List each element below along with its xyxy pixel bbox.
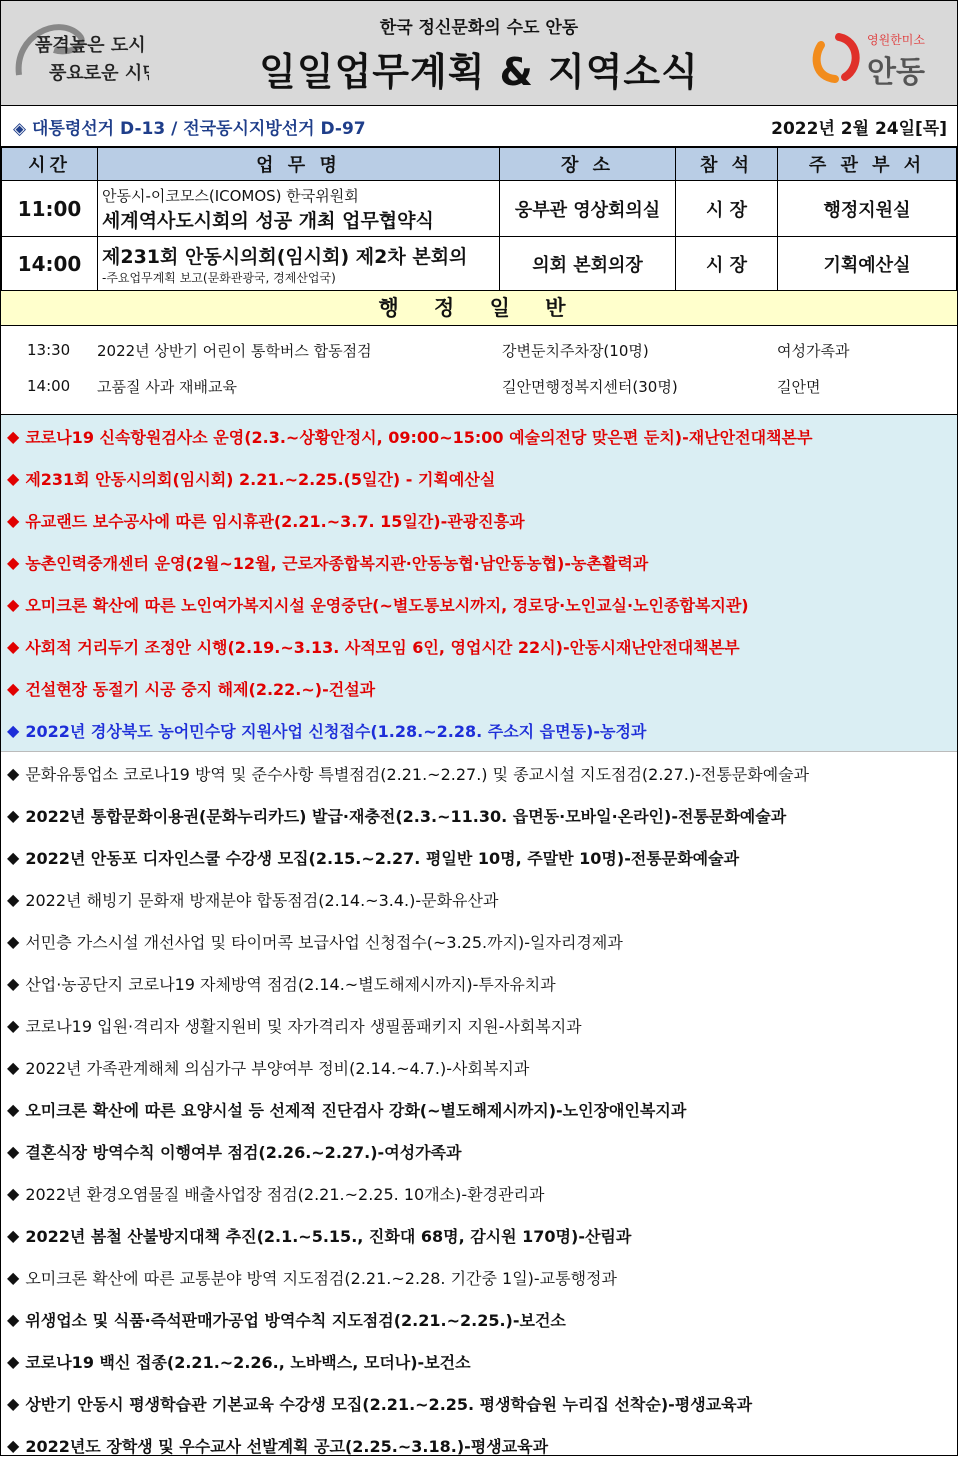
diamond-bullet-icon: ◆ — [7, 1309, 20, 1329]
task-line1: 안동시-이코모스(ICOMOS) 한국위원회 — [102, 186, 359, 205]
notice-item — [1, 1382, 957, 1424]
admin-time: 14:00 — [27, 377, 71, 395]
dday-bar — [1, 106, 957, 147]
diamond-bullet-icon: ◆ — [7, 973, 20, 993]
notice-text: 2022년 봄철 산불방지대책 추진(2.1.~5.15., 진화대 68명, 감시원 170명)-산림과 — [25, 1226, 632, 1246]
row-attendee: 시 장 — [676, 181, 778, 237]
row-time: 11:00 — [2, 181, 98, 237]
notice-item — [1, 709, 957, 752]
diamond-bullet-icon: ◆ — [7, 1435, 20, 1455]
col-dept: 주 관 부 서 — [778, 148, 957, 181]
diamond-bullet-icon: ◆ — [7, 847, 20, 867]
task-line2: 세계역사도시회의 성공 개최 업무협약식 — [102, 209, 434, 232]
notice-text: 코로나19 입원·격리자 생활지원비 및 자가격리자 생필품패키지 지원-사회복지과 — [25, 1016, 582, 1036]
notice-item — [1, 1340, 957, 1382]
notice-item — [1, 794, 957, 836]
admin-place: 길안면행정복지센터(30명) — [502, 377, 678, 396]
notice-item — [1, 1214, 957, 1256]
diamond-bullet-icon: ◆ — [7, 1267, 20, 1287]
notice-text: 오미크론 확산에 따른 노인여가복지시설 운영중단(~별도통보시까지, 경로당·노인교실·노인종합복지관) — [25, 595, 749, 615]
notice-text: 2022년 가족관계해체 의심가구 부양여부 정비(2.14.~4.7.)-사회복지과 — [25, 1058, 530, 1078]
notice-text: 농촌인력중개센터 운영(2월~12월, 근로자종합복지관·안동농협·남안동농협)-농촌활력과 — [25, 553, 649, 573]
row-place: 의회 본회의장 — [500, 237, 676, 291]
notice-text: 산업·농공단지 코로나19 자체방역 점검(2.14.~별도해제시까지)-투자유치과 — [25, 974, 556, 994]
notice-item — [1, 541, 957, 583]
notice-text: 건설현장 동절기 시공 중지 해제(2.22.~)-건설과 — [25, 679, 376, 699]
table-row — [2, 237, 957, 291]
page-title: 일일업무계획 & 지역소식 — [259, 50, 699, 94]
logo-tagline: 영원한미소 — [867, 33, 925, 47]
diamond-bullet-icon: ◆ — [7, 1225, 20, 1245]
row-dept: 기획예산실 — [778, 237, 957, 291]
slogan-line2: 풍요로운 시민 — [49, 63, 149, 84]
notice-text: 2022년 경상북도 농어민수당 지원사업 신청접수(1.28.~2.28. 주소지 읍면동)-농정과 — [25, 721, 647, 741]
table-row — [2, 181, 957, 237]
notice-text: 오미크론 확산에 따른 교통분야 방역 지도점검(2.21.~2.28. 기간중 1일)-교통행정과 — [25, 1268, 617, 1288]
schedule-header-row — [2, 148, 957, 181]
diamond-bullet-icon: ◆ — [7, 805, 20, 825]
admin-row — [1, 368, 957, 404]
notice-item — [1, 752, 957, 794]
notice-text: 오미크론 확산에 따른 요양시설 등 선제적 진단검사 강화(~별도해제시까지)-노인장애인복지과 — [25, 1100, 687, 1120]
admin-dept: 여성가족과 — [777, 341, 850, 360]
notice-list — [1, 415, 957, 1466]
admin-section-title: 행 정 일 반 — [1, 291, 957, 326]
notice-item — [1, 878, 957, 920]
notice-item — [1, 1046, 957, 1088]
notice-text: 유교랜드 보수공사에 따른 임시휴관(2.21.~3.7. 15일간)-관광진흥과 — [25, 511, 525, 531]
notice-item — [1, 1088, 957, 1130]
notice-item — [1, 1256, 957, 1298]
notice-text: 상반기 안동시 평생학습관 기본교육 수강생 모집(2.21.~2.25. 평생학습원 누리집 선착순)-평생교육과 — [25, 1394, 753, 1414]
diamond-bullet-icon: ◆ — [7, 1099, 20, 1119]
logo-smile-icon — [809, 27, 865, 87]
diamond-bullet-icon: ◆ — [7, 1057, 20, 1077]
notice-text: 2022년 환경오염물질 배출사업장 점검(2.21.~2.25. 10개소)-환경관리과 — [25, 1184, 545, 1204]
notice-text: 2022년도 장학생 및 우수교사 선발계획 공고(2.25.~3.18.)-평생교육과 — [25, 1436, 549, 1456]
diamond-bullet-icon: ◆ — [7, 763, 20, 783]
notice-text: 2022년 해빙기 문화재 방재분야 합동점검(2.14.~3.4.)-문화유산과 — [25, 890, 499, 910]
diamond-bullet-icon: ◆ — [7, 931, 20, 951]
notice-item — [1, 583, 957, 625]
row-attendee: 시 장 — [676, 237, 778, 291]
col-attendee: 참 석 — [676, 148, 778, 181]
admin-dept: 길안면 — [777, 377, 821, 396]
logo-name: 안동 — [867, 55, 925, 90]
admin-place: 강변둔치주차장(10명) — [502, 341, 649, 360]
admin-work: 고품질 사과 재배교육 — [97, 377, 237, 396]
notice-text: 문화유통업소 코로나19 방역 및 준수사항 특별점검(2.21.~2.27.) 및 종교시설 지도점검(2.27.)-전통문화예술과 — [25, 764, 810, 784]
notice-item — [1, 1424, 957, 1466]
notice-text: 사회적 거리두기 조정안 시행(2.19.~3.13. 사적모임 6인, 영업시간 22시)-안동시재난안전대책본부 — [25, 637, 740, 657]
notice-text: 코로나19 백신 접종(2.21.~2.26., 노바백스, 모더나)-보건소 — [25, 1352, 471, 1372]
col-time: 시간 — [2, 148, 98, 181]
notice-text: 제231회 안동시의회(임시회) 2.21.~2.25.(5일간) - 기획예산실 — [25, 469, 496, 489]
notice-item — [1, 625, 957, 667]
diamond-bullet-icon: ◆ — [7, 1393, 20, 1413]
notice-text: 결혼식장 방역수칙 이행여부 점검(2.26.~2.27.)-여성가족과 — [25, 1142, 462, 1162]
notice-item — [1, 836, 957, 878]
diamond-bullet-icon: ◆ — [7, 426, 20, 446]
row-task — [98, 181, 500, 237]
notice-text: 2022년 안동포 디자인스쿨 수강생 모집(2.15.~2.27. 평일반 10명, 주말반 10명)-전통문화예술과 — [25, 848, 740, 868]
header — [1, 1, 957, 106]
diamond-bullet-icon: ◆ — [7, 636, 20, 656]
diamond-bullet-icon: ◆ — [7, 468, 20, 488]
notice-item — [1, 457, 957, 499]
date-label: 2022년 2월 24일[목] — [771, 118, 947, 139]
election-dday: ◈ 대통령선거 D-13 / 전국동시지방선거 D-97 — [13, 118, 366, 139]
slogan-line1: 품격높은 도시 — [35, 35, 146, 56]
notice-text: 서민층 가스시설 개선사업 및 타이머콕 보급사업 신청접수(~3.25.까지)-일자리경제과 — [25, 932, 623, 952]
col-place: 장 소 — [500, 148, 676, 181]
row-time: 14:00 — [2, 237, 98, 291]
notice-text: 코로나19 신속항원검사소 운영(2.3.~상황안정시, 09:00~15:00 예술의전당 맞은편 둔치)-재난안전대책본부 — [25, 427, 813, 447]
admin-list — [1, 326, 957, 415]
row-place: 웅부관 영상회의실 — [500, 181, 676, 237]
diamond-bullet-icon: ◆ — [7, 1141, 20, 1161]
notice-item — [1, 499, 957, 541]
notice-text: 위생업소 및 식품·즉석판매가공업 방역수칙 지도점검(2.21.~2.25.)-보건소 — [25, 1310, 566, 1330]
diamond-bullet-icon: ◆ — [7, 889, 20, 909]
diamond-bullet-icon: ◆ — [7, 1015, 20, 1035]
admin-row — [1, 332, 957, 368]
notice-item — [1, 920, 957, 962]
schedule-table — [1, 147, 957, 291]
diamond-bullet-icon: ◆ — [7, 678, 20, 698]
diamond-bullet-icon: ◆ — [7, 510, 20, 530]
row-dept: 행정지원실 — [778, 181, 957, 237]
notice-item — [1, 667, 957, 709]
task-line1: 제231회 안동시의회(임시회) 제2차 본회의 — [102, 245, 468, 268]
notice-item — [1, 1004, 957, 1046]
notice-text: 2022년 통합문화이용권(문화누리카드) 발급·재충전(2.3.~11.30. 읍면동·모바일·온라인)-전통문화예술과 — [25, 806, 787, 826]
task-line2: -주요업무계획 보고(문화관광국, 경제산업국) — [102, 270, 336, 285]
notice-item — [1, 1172, 957, 1214]
notice-item — [1, 415, 957, 457]
header-subtitle: 한국 정신문화의 수도 안동 — [379, 18, 579, 38]
diamond-bullet-icon: ◆ — [7, 1351, 20, 1371]
notice-item — [1, 1298, 957, 1340]
notice-item — [1, 962, 957, 1004]
diamond-bullet-icon: ◆ — [7, 594, 20, 614]
row-task — [98, 237, 500, 291]
diamond-bullet-icon: ◆ — [7, 720, 20, 740]
notice-item — [1, 1130, 957, 1172]
diamond-bullet-icon: ◆ — [7, 552, 20, 572]
andong-logo — [809, 27, 939, 90]
col-task: 업 무 명 — [98, 148, 500, 181]
diamond-bullet-icon: ◆ — [7, 1183, 20, 1203]
admin-work: 2022년 상반기 어린이 통학버스 합동점검 — [97, 341, 372, 360]
admin-time: 13:30 — [27, 341, 71, 359]
